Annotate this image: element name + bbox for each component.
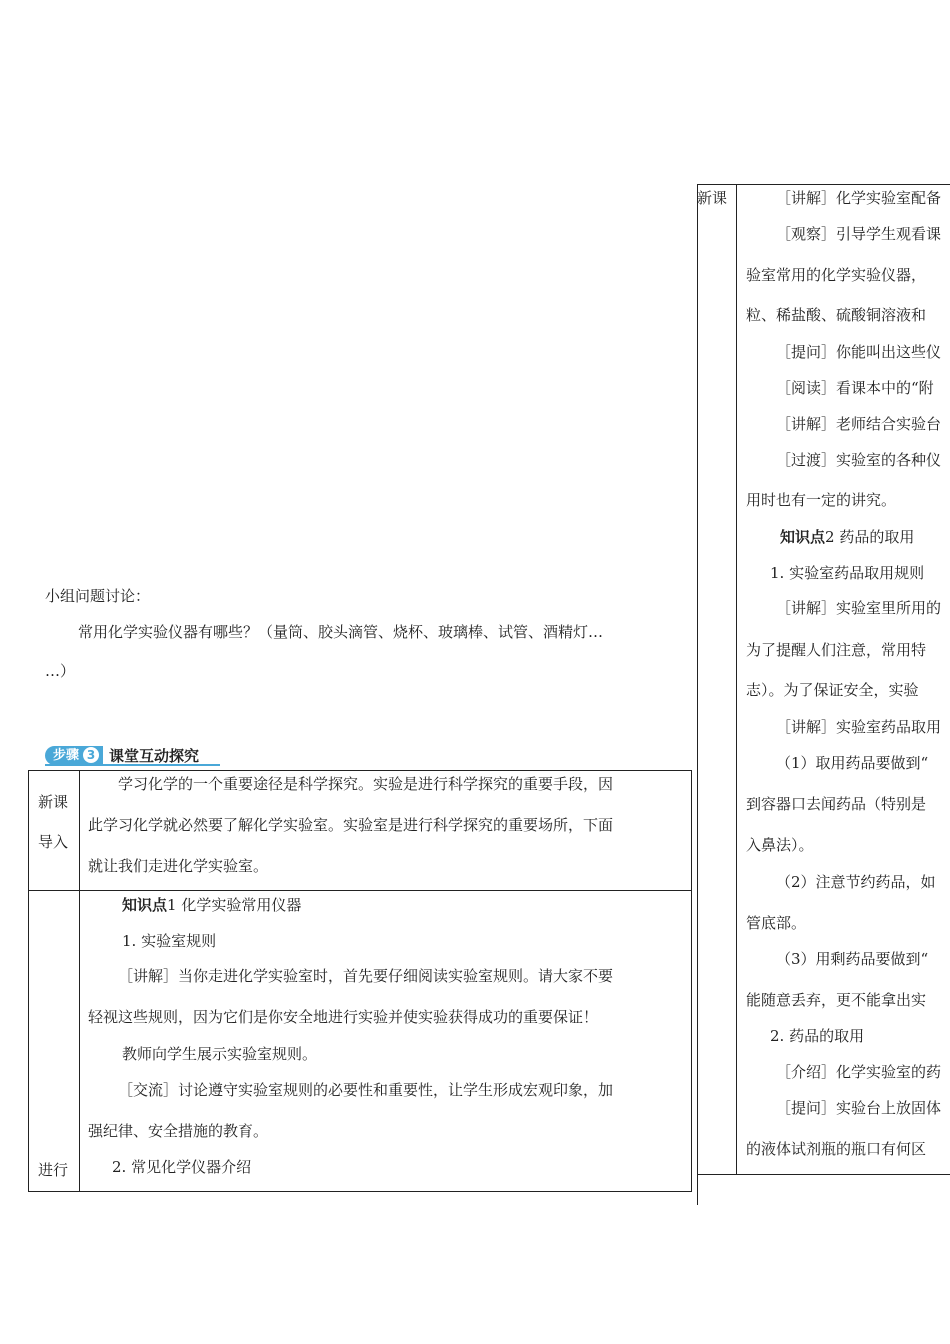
exchange-text: 强纪律、安全措施的教育。: [88, 1122, 269, 1140]
table-column-divider: [79, 770, 80, 1192]
right-text-line: 1. 实验室药品取用规则: [770, 564, 925, 582]
row-label-daoru: 导入: [38, 833, 69, 851]
step-badge-label: 步骤: [53, 747, 80, 763]
right-text-line: 为了提醒人们注意，常用特: [746, 641, 927, 659]
teacher-show-text: 教师向学生展示实验室规则。: [122, 1045, 318, 1063]
right-text-line: ［过渡］实验室的各种仪: [776, 451, 942, 469]
instruments-heading: 2. 常见化学仪器介绍: [112, 1158, 252, 1176]
right-text-line: （2）注意节约药品，如: [776, 873, 936, 891]
right-text-line: 入鼻法）。: [746, 836, 814, 854]
lecture-text: 轻视这些规则，因为它们是你安全地进行实验并使实验获得成功的重要保证！: [88, 1008, 599, 1026]
right-row-label: 新课: [697, 189, 728, 207]
right-text-line: 能随意丢弃，更不能拿出实: [746, 991, 927, 1009]
right-text-line: 2. 药品的取用: [770, 1027, 865, 1045]
right-lesson-table: [697, 184, 950, 1176]
row-label-xinke: 新课: [38, 793, 69, 811]
rules-heading: 1. 实验室规则: [122, 932, 217, 950]
right-text-line: 验室常用的化学实验仪器，: [746, 266, 927, 284]
right-text-line: ［讲解］实验室药品取用: [776, 718, 942, 736]
knowledge-point-1-heading: [122, 895, 301, 915]
right-text-line: ［讲解］化学实验室配备: [776, 189, 942, 207]
right-text-line: （3）用剩药品要做到“: [776, 950, 929, 968]
knowledge-point-label: 知识点: [780, 528, 826, 546]
right-text-line: 到容器口去闻药品（特别是: [746, 795, 927, 813]
step-title: 课堂互动探究: [109, 746, 200, 765]
step-banner: [45, 744, 199, 766]
table-row-divider: [28, 890, 692, 891]
right-text-line: ［提问］你能叫出这些仪: [776, 343, 942, 361]
table-border-left: [28, 770, 29, 1192]
table-border-bottom: [28, 1191, 692, 1192]
lecture-text: ［讲解］当你走进化学实验室时，首先要仔细阅读实验室规则。请大家不要: [118, 967, 614, 985]
exchange-text: ［交流］讨论遵守实验室规则的必要性和重要性，让学生形成宏观印象，加: [118, 1081, 614, 1099]
right-text-line: 志）。为了保证安全，实验: [746, 681, 919, 699]
right-text-line: （1）取用药品要做到“: [776, 754, 929, 772]
right-text-line: ［讲解］实验室里所用的: [776, 599, 942, 617]
knowledge-point-title: 1 化学实验常用仪器: [167, 896, 302, 914]
discussion-body-continued: …）: [45, 662, 76, 680]
right-text-line: ［讲解］老师结合实验台: [776, 415, 942, 433]
discussion-body: 常用化学实验仪器有哪些？（量筒、胶头滴管、烧杯、玻璃棒、试管、酒精灯…: [78, 623, 604, 641]
right-text-line: 粒、稀盐酸、硫酸铜溶液和: [746, 306, 927, 324]
right-text-line: ［阅读］看课本中的“附: [776, 379, 934, 397]
right-text-line: 管底部。: [746, 914, 807, 932]
table-border-top: [28, 770, 692, 771]
intro-line: 学习化学的一个重要途径是科学探究。实验是进行科学探究的重要手段，因: [118, 775, 614, 793]
right-text-line: ［介绍］化学实验室的药: [776, 1063, 942, 1081]
step-underline: [45, 764, 220, 766]
knowledge-point-2-heading: [780, 527, 914, 547]
step-badge: [45, 746, 103, 765]
step-number: 3: [83, 747, 99, 763]
right-text-line: ［观察］引导学生观看课: [776, 225, 942, 243]
row-label-jinxing: 进行: [38, 1161, 69, 1179]
knowledge-point-label: 知识点: [122, 896, 168, 914]
knowledge-point-title: 2 药品的取用: [825, 528, 915, 546]
intro-line: 此学习化学就必然要了解化学实验室。实验室是进行科学探究的重要场所，下面: [88, 816, 614, 834]
discussion-title: 小组问题讨论：: [45, 587, 151, 605]
intro-line: 就让我们走进化学实验室。: [88, 857, 269, 875]
right-text-line: 用时也有一定的讲究。: [746, 491, 897, 509]
right-text-line: ［提问］实验台上放固体: [776, 1099, 942, 1117]
table-border-right: [691, 770, 692, 1192]
right-text-line: 的液体试剂瓶的瓶口有何区: [746, 1140, 927, 1158]
